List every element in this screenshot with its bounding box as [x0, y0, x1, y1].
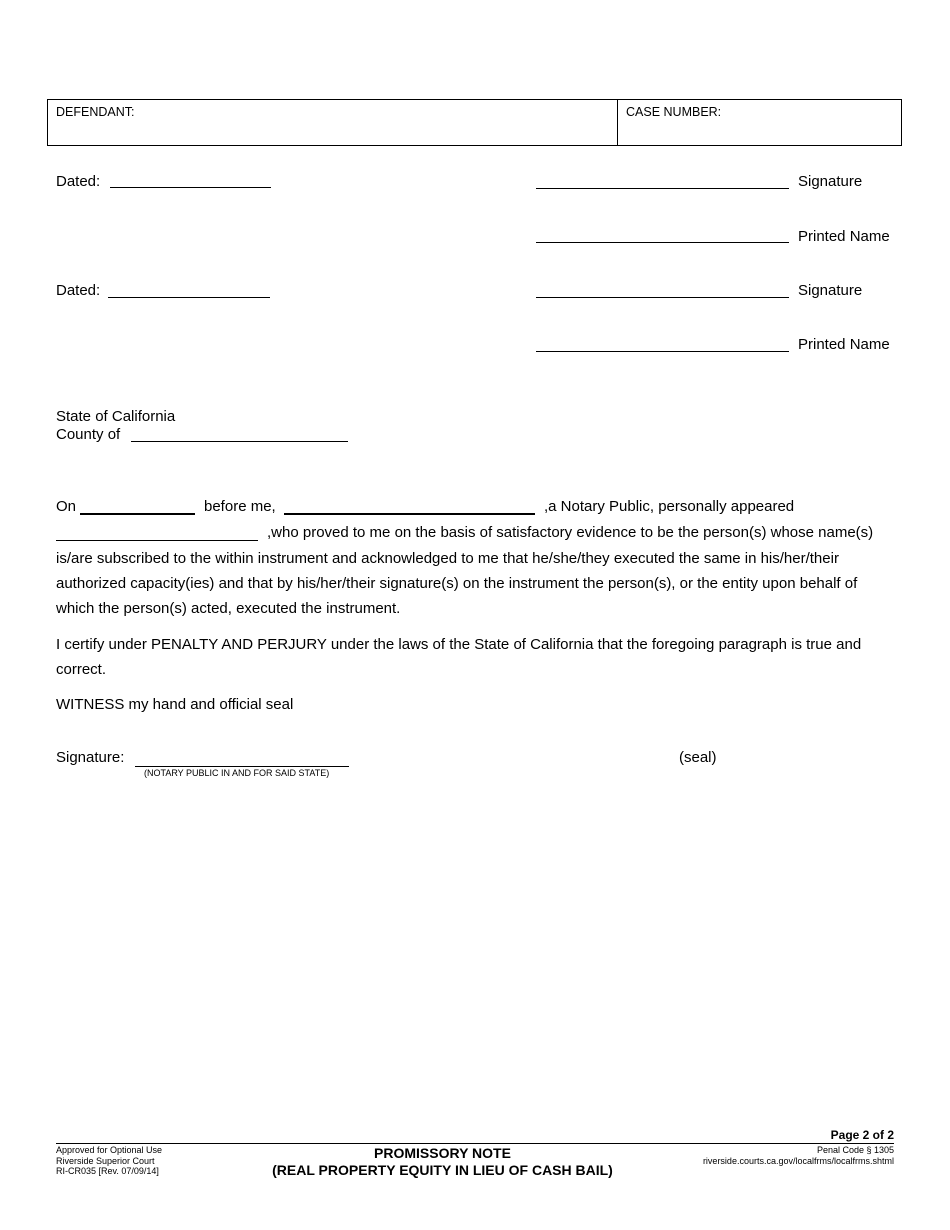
case-number-label: CASE NUMBER:: [626, 105, 722, 119]
approved-text: Approved for Optional Use: [56, 1145, 163, 1155]
court-text: Riverside Superior Court: [56, 1155, 155, 1166]
acknowledgment-paragraph: is/are subscribed to the within instrument and acknowledged to me that he/she/they executed the same in his/her/their authorized capacity(ies) and that by his/her/their signature(s) on the instrument the person(s), or the entity upon behalf of which the person(s) acted, executed the instrument.: [56, 550, 858, 617]
court-url[interactable]: riverside.courts.ca.gov/localfrms/localfrms.shtml: [702, 1155, 894, 1166]
signature-label-2: Signature: [798, 282, 863, 299]
footer-right: [703, 1145, 894, 1166]
defendant-label: DEFENDANT:: [56, 105, 135, 119]
notary-name-field[interactable]: [284, 513, 535, 515]
appeared-person-field[interactable]: [56, 540, 258, 541]
dated-field-2[interactable]: [108, 297, 270, 298]
defendant-field[interactable]: [56, 120, 606, 142]
footer-left: [56, 1145, 162, 1177]
case-number-field[interactable]: [626, 120, 896, 142]
dated-label-2: Dated:: [56, 282, 101, 299]
state-line: State of California: [56, 408, 176, 425]
notary-public-text: ,a Notary Public, personally appeared: [544, 498, 795, 515]
county-label: County of: [56, 426, 121, 443]
form-title: [240, 1145, 645, 1179]
header-divider: [617, 100, 618, 146]
printed-name-label-1: Printed Name: [798, 228, 890, 245]
printed-name-field-1[interactable]: [536, 242, 789, 243]
date-field[interactable]: [80, 513, 195, 515]
county-field[interactable]: [131, 441, 348, 442]
form-title-line2: (REAL PROPERTY EQUITY IN LIEU OF CASH BAIL): [272, 1162, 613, 1178]
printed-name-label-2: Printed Name: [798, 336, 890, 353]
penal-code: Penal Code § 1305: [816, 1145, 894, 1155]
form-id: RI-CR035 [Rev. 07/09/14]: [56, 1166, 159, 1176]
proved-text: ,who proved to me on the basis of satisfactory evidence to be the person(s) whose name(s): [267, 524, 874, 541]
certify-paragraph: I certify under PENALTY AND PERJURY under the laws of the State of California that the foregoing paragraph is true and correct.: [56, 636, 862, 678]
printed-name-field-2[interactable]: [536, 351, 789, 352]
notary-signature-label: Signature:: [56, 749, 125, 766]
signature-field-2[interactable]: [536, 297, 789, 298]
before-me-label: before me,: [204, 498, 276, 515]
dated-field-1[interactable]: [110, 187, 271, 188]
header-box: [47, 99, 902, 146]
on-label: On: [56, 498, 77, 515]
seal-label: (seal): [679, 749, 717, 766]
dated-label-1: Dated:: [56, 173, 101, 190]
signature-label-1: Signature: [798, 173, 863, 190]
form-title-line1: PROMISSORY NOTE: [374, 1145, 511, 1161]
page-number: Page 2 of 2: [830, 1128, 894, 1142]
footer-rule: [56, 1143, 894, 1144]
witness-text: WITNESS my hand and official seal: [56, 696, 294, 713]
notary-signature-field[interactable]: [135, 766, 349, 767]
signature-field-1[interactable]: [536, 188, 789, 189]
notary-signature-caption: (NOTARY PUBLIC IN AND FOR SAID STATE): [144, 768, 330, 778]
